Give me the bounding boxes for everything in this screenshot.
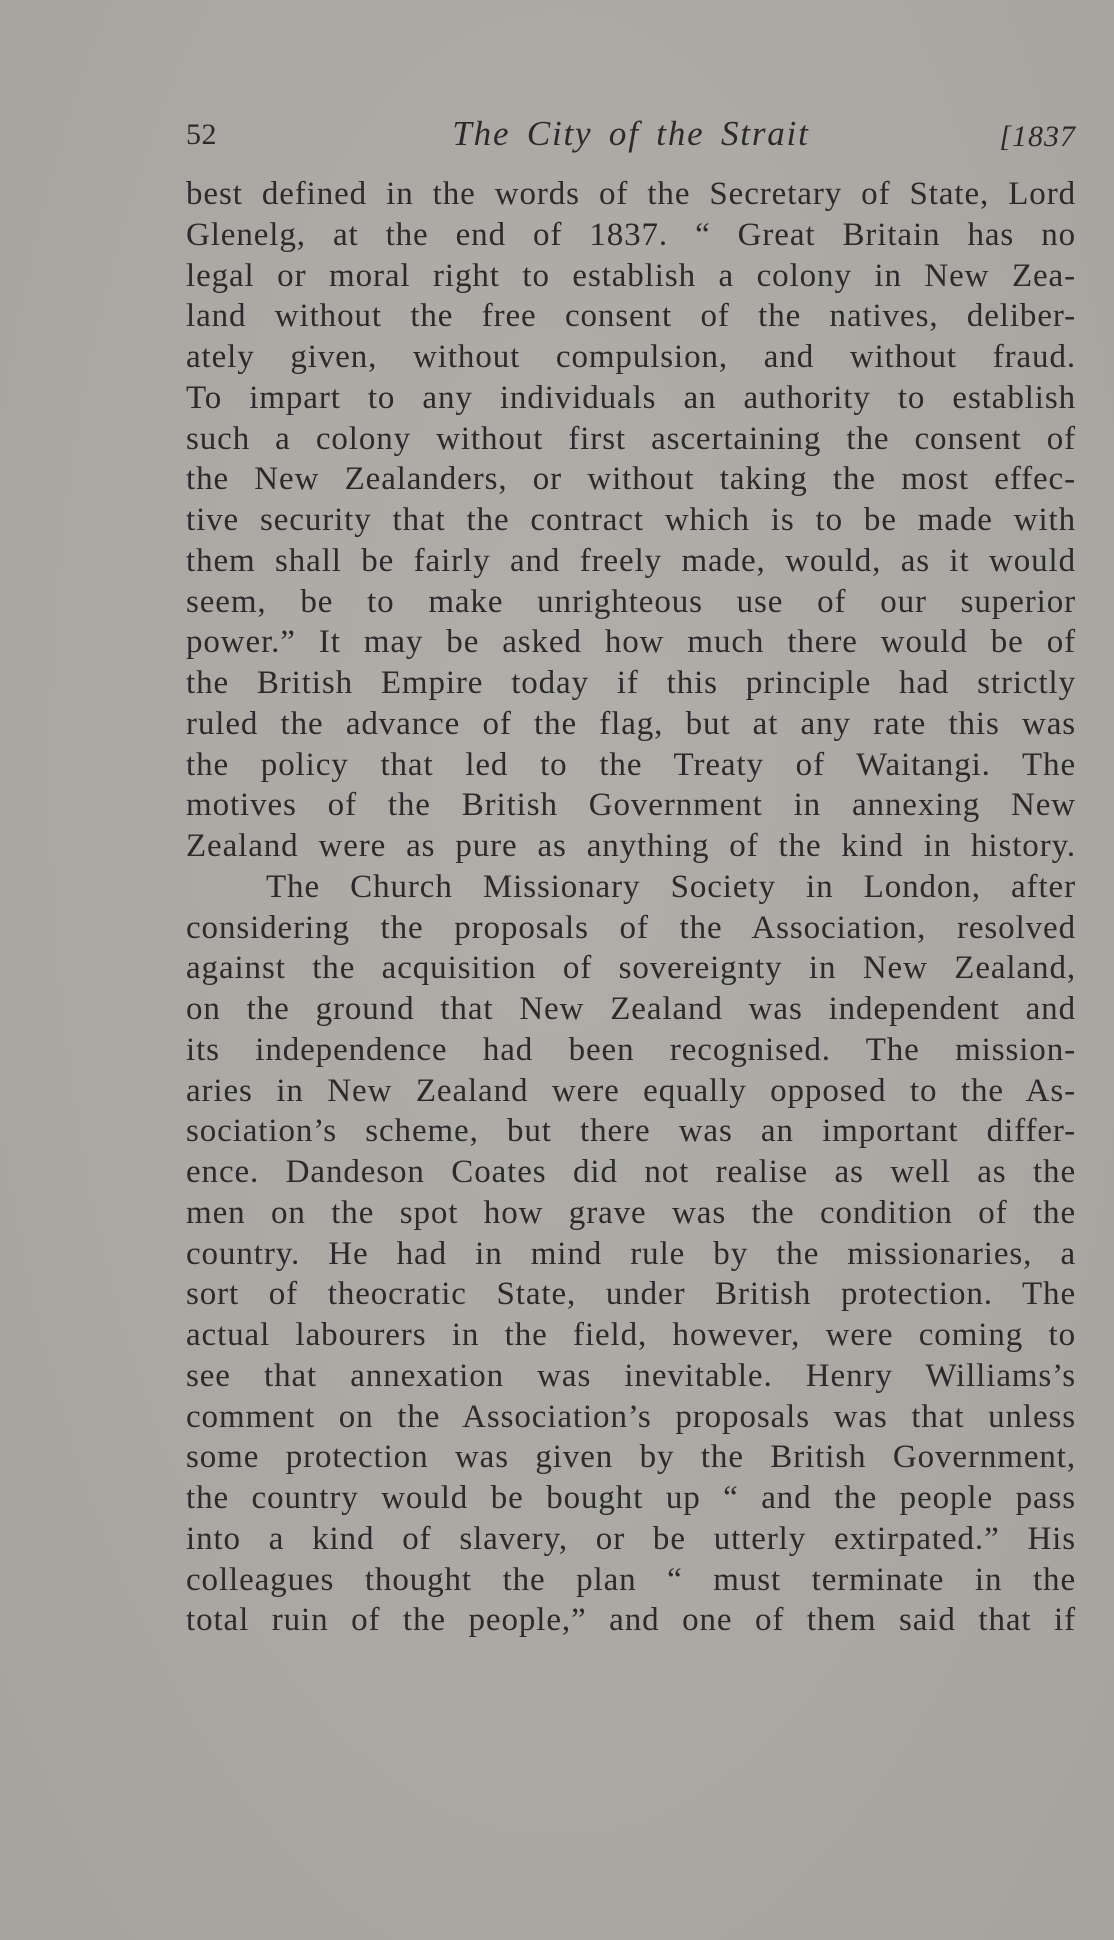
text-line: country. He had in mind rule by the missionaries, a xyxy=(186,1235,1076,1272)
text-line: colleagues thought the plan “ must terminate in the xyxy=(186,1561,1076,1598)
running-title: The City of the Strait xyxy=(452,114,810,153)
text-line: land without the free consent of the natives, deliber- xyxy=(186,298,1076,335)
text-line: Zealand were as pure as anything of the kind in history. xyxy=(186,828,1076,864)
text-line: actual labourers in the field, however, were coming to xyxy=(186,1317,1076,1353)
text-line: To impart to any individuals an authority to establish xyxy=(186,379,1076,416)
text-line: aries in New Zealand were equally opposed to the As- xyxy=(186,1072,1076,1109)
text-line: The Church Missionary Society in London, after xyxy=(266,868,1076,905)
text-line: against the acquisition of sovereignty in New Zealand, xyxy=(186,950,1076,987)
text-line: the country would be bought up “ and the people pass xyxy=(186,1480,1076,1516)
text-line: ruled the advance of the flag, but at any rate this was xyxy=(186,705,1076,742)
text-line: its independence had been recognised. The mission- xyxy=(186,1031,1076,1068)
text-line: such a colony without first ascertaining the consent of xyxy=(186,420,1076,457)
text-line: some protection was given by the British Government, xyxy=(186,1439,1076,1476)
text-line: power.” It may be asked how much there would be of xyxy=(186,624,1076,661)
text-line: considering the proposals of the Association, resolved xyxy=(186,909,1076,946)
text-line: the policy that led to the Treaty of Waitangi. The xyxy=(186,746,1076,783)
text-line: motives of the British Government in annexing New xyxy=(186,787,1076,824)
text-line: see that annexation was inevitable. Henry Williams’s xyxy=(186,1357,1076,1394)
text-line: men on the spot how grave was the condition of the xyxy=(186,1194,1076,1231)
text-line: sort of theocratic State, under British protection. The xyxy=(186,1276,1076,1313)
text-line: tive security that the contract which is to be made with xyxy=(186,502,1076,538)
text-line: them shall be fairly and freely made, would, as it would xyxy=(186,542,1076,579)
text-line: on the ground that New Zealand was independent and xyxy=(186,991,1076,1027)
text-line: ately given, without compulsion, and without fraud. xyxy=(186,339,1076,375)
text-line: sociation’s scheme, but there was an important differ- xyxy=(186,1113,1076,1150)
running-year: [1837 xyxy=(999,120,1076,153)
text-line: into a kind of slavery, or be utterly extirpated.” His xyxy=(186,1520,1076,1557)
book-page xyxy=(186,114,1076,1641)
text-line: total ruin of the people,” and one of them said that if xyxy=(186,1602,1076,1639)
text-line: comment on the Association’s proposals was that unless xyxy=(186,1398,1076,1435)
page-number: 52 xyxy=(186,118,217,151)
text-line: best defined in the words of the Secretary of State, Lord xyxy=(186,176,1076,212)
text-line: legal or moral right to establish a colony in New Zea- xyxy=(186,257,1076,294)
text-line: seem, be to make unrighteous use of our superior xyxy=(186,583,1076,620)
text-line: Glenelg, at the end of 1837. “ Great Britain has no xyxy=(186,216,1076,253)
text-line: ence. Dandeson Coates did not realise as well as the xyxy=(186,1154,1076,1190)
text-line: the British Empire today if this principle had strictly xyxy=(186,665,1076,701)
body-text xyxy=(186,174,1076,1641)
text-line: the New Zealanders, or without taking the most effec- xyxy=(186,461,1076,498)
running-head xyxy=(186,114,1076,174)
